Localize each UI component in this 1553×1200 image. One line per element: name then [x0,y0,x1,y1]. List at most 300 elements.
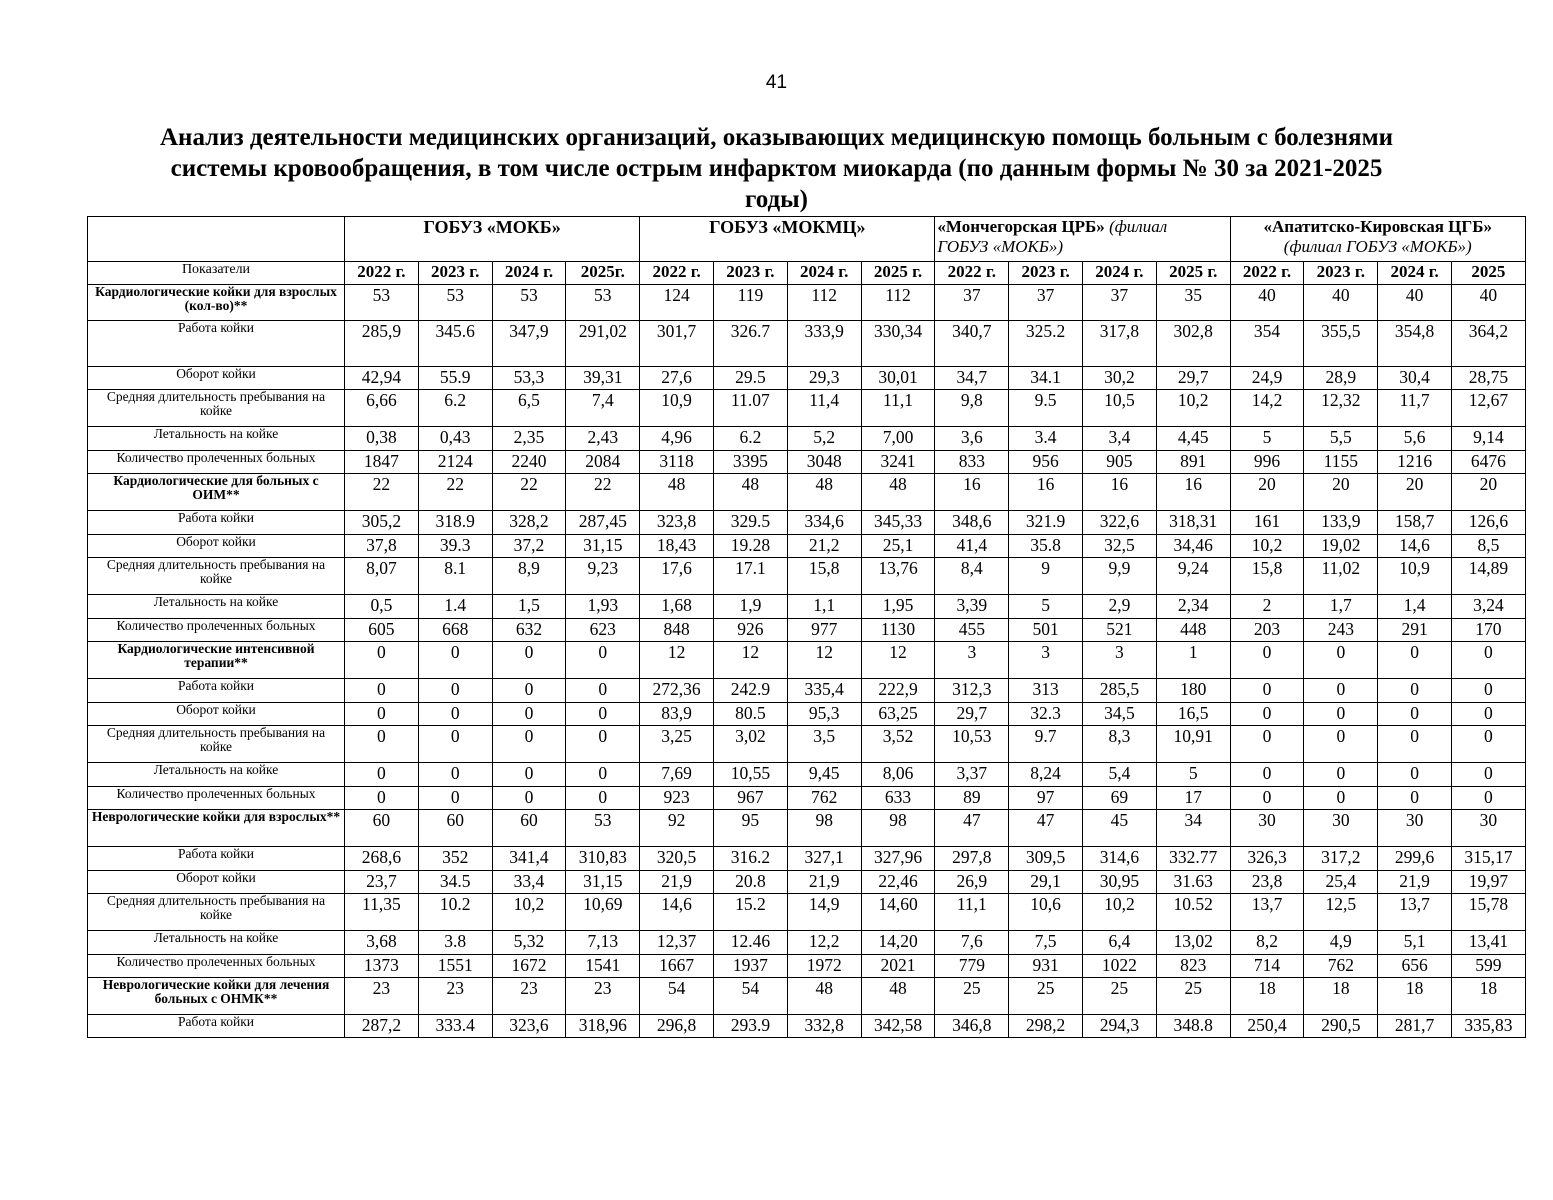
value-cell: 25 [1083,978,1157,1015]
value-cell: 20 [1230,474,1304,511]
value-cell: 314,6 [1083,847,1157,871]
value-cell: 31.63 [1156,871,1230,894]
value-cell: 0 [1230,763,1304,787]
value-cell: 5 [1156,763,1230,787]
value-cell: 3,5 [787,726,861,763]
value-cell: 48 [640,474,714,511]
value-cell: 15,8 [1230,558,1304,595]
value-cell: 848 [640,619,714,642]
value-cell: 1847 [345,451,419,474]
value-cell: 313 [1009,679,1083,703]
indicator-label: Работа койки [88,1015,345,1038]
value-cell: 5,2 [787,427,861,451]
value-cell: 15,78 [1452,894,1526,931]
value-cell: 34.5 [418,871,492,894]
value-cell: 364,2 [1452,321,1526,367]
value-cell: 3,4 [1083,427,1157,451]
indicator-label: Средняя длительность пребывания на койке [88,726,345,763]
value-cell: 12,67 [1452,390,1526,427]
value-cell: 28,75 [1452,367,1526,390]
value-cell: 599 [1452,955,1526,978]
org-header-mokb [345,217,640,262]
value-cell: 19,02 [1304,535,1378,558]
value-cell: 0 [492,763,566,787]
value-cell: 5,6 [1378,427,1452,451]
value-cell: 1972 [787,955,861,978]
table-row [88,321,1526,367]
value-cell: 24,9 [1230,367,1304,390]
value-cell: 3,02 [714,726,788,763]
value-cell: 833 [935,451,1009,474]
value-cell: 0 [1230,703,1304,726]
org-header-monchegorsk [935,217,1230,262]
value-cell: 323,6 [492,1015,566,1038]
value-cell: 9,9 [1083,558,1157,595]
value-cell: 0 [1378,787,1452,810]
value-cell: 20 [1304,474,1378,511]
indicator-label: Неврологические койки для взрослых** [88,810,345,847]
year-header: 2022 г. [640,262,714,285]
value-cell: 40 [1304,285,1378,321]
value-cell: 6,4 [1083,931,1157,955]
value-cell: 35 [1156,285,1230,321]
value-cell: 8,5 [1452,535,1526,558]
value-cell: 287,2 [345,1015,419,1038]
value-cell: 315,17 [1452,847,1526,871]
value-cell: 0 [566,703,640,726]
value-cell: 2084 [566,451,640,474]
value-cell: 0 [1452,787,1526,810]
value-cell: 2 [1230,595,1304,619]
value-cell: 25,1 [861,535,935,558]
value-cell: 16 [935,474,1009,511]
value-cell: 25 [1156,978,1230,1015]
value-cell: 5,32 [492,931,566,955]
year-header: 2025 г. [1156,262,1230,285]
value-cell: 305,2 [345,511,419,535]
value-cell: 290,5 [1304,1015,1378,1038]
value-cell: 0 [492,703,566,726]
value-cell: 327,1 [787,847,861,871]
value-cell: 335,83 [1452,1015,1526,1038]
value-cell: 21,9 [1378,871,1452,894]
value-cell: 7,5 [1009,931,1083,955]
value-cell: 29,7 [935,703,1009,726]
value-cell: 29.5 [714,367,788,390]
value-cell: 222,9 [861,679,935,703]
value-cell: 112 [861,285,935,321]
value-cell: 334,6 [787,511,861,535]
value-cell: 13,7 [1378,894,1452,931]
value-cell: 340,7 [935,321,1009,367]
table-row [88,642,1526,679]
table-row [88,703,1526,726]
value-cell: 333.4 [418,1015,492,1038]
value-cell: 22,46 [861,871,935,894]
value-cell: 347,9 [492,321,566,367]
value-cell: 2,34 [1156,595,1230,619]
value-cell: 342,58 [861,1015,935,1038]
value-cell: 1,9 [714,595,788,619]
value-cell: 55.9 [418,367,492,390]
org-sub: ГОБУЗ «МОКБ») [937,237,1064,256]
value-cell: 242.9 [714,679,788,703]
value-cell: 20 [1452,474,1526,511]
document-title [90,122,1463,215]
value-cell: 1,68 [640,595,714,619]
table-row [88,763,1526,787]
value-cell: 53 [492,285,566,321]
value-cell: 243 [1304,619,1378,642]
value-cell: 48 [861,978,935,1015]
year-header: 2022 г. [345,262,419,285]
value-cell: 322,6 [1083,511,1157,535]
table-row [88,595,1526,619]
value-cell: 0 [1304,763,1378,787]
value-cell: 7,6 [935,931,1009,955]
org-name: ГОБУЗ «МОКМЦ» [709,217,866,237]
value-cell: 60 [345,810,419,847]
value-cell: 23,8 [1230,871,1304,894]
value-cell: 317,8 [1083,321,1157,367]
value-cell: 39,31 [566,367,640,390]
value-cell: 48 [787,474,861,511]
table-row [88,871,1526,894]
value-cell: 25 [935,978,1009,1015]
table-row [88,619,1526,642]
value-cell: 4,9 [1304,931,1378,955]
value-cell: 30,2 [1083,367,1157,390]
value-cell: 19.28 [714,535,788,558]
value-cell: 34 [1156,810,1230,847]
value-cell: 10,2 [1083,894,1157,931]
value-cell: 2240 [492,451,566,474]
value-cell: 1373 [345,955,419,978]
value-cell: 14,6 [640,894,714,931]
value-cell: 1541 [566,955,640,978]
org-sub: (филиал [1104,217,1168,236]
table-row [88,511,1526,535]
value-cell: 0 [418,763,492,787]
value-cell: 0 [492,787,566,810]
value-cell: 8.1 [418,558,492,595]
value-cell: 180 [1156,679,1230,703]
org-header-row [88,217,1526,262]
value-cell: 1,95 [861,595,935,619]
value-cell: 22 [566,474,640,511]
value-cell: 8,3 [1083,726,1157,763]
year-header: 2023 г. [1304,262,1378,285]
value-cell: 3,37 [935,763,1009,787]
value-cell: 1155 [1304,451,1378,474]
value-cell: 316.2 [714,847,788,871]
value-cell: 30 [1304,810,1378,847]
value-cell: 291,02 [566,321,640,367]
value-cell: 4,96 [640,427,714,451]
indicator-label: Неврологические койки для лечения больных с ОНМК** [88,978,345,1015]
value-cell: 9.7 [1009,726,1083,763]
value-cell: 30 [1452,810,1526,847]
value-cell: 16,5 [1156,703,1230,726]
value-cell: 1551 [418,955,492,978]
indicator-label: Оборот койки [88,367,345,390]
value-cell: 30 [1230,810,1304,847]
value-cell: 1216 [1378,451,1452,474]
value-cell: 95 [714,810,788,847]
value-cell: 5,4 [1083,763,1157,787]
value-cell: 27,6 [640,367,714,390]
value-cell: 21,2 [787,535,861,558]
value-cell: 0 [566,787,640,810]
title-line: Анализ деятельности медицинских организаций, оказывающих медицинскую помощь больным с болезнями [160,124,1393,151]
value-cell: 12 [714,642,788,679]
value-cell: 10,91 [1156,726,1230,763]
value-cell: 12 [640,642,714,679]
table-row [88,451,1526,474]
title-line: годы) [744,186,808,213]
indicator-label: Кардиологические для больных с ОИМ** [88,474,345,511]
value-cell: 633 [861,787,935,810]
value-cell: 3.8 [418,931,492,955]
value-cell: 34,5 [1083,703,1157,726]
value-cell: 3,24 [1452,595,1526,619]
value-cell: 0 [1452,703,1526,726]
value-cell: 501 [1009,619,1083,642]
table-row [88,474,1526,511]
value-cell: 326.7 [714,321,788,367]
value-cell: 15.2 [714,894,788,931]
value-cell: 1672 [492,955,566,978]
table-row [88,978,1526,1015]
table-row [88,427,1526,451]
value-cell: 29,3 [787,367,861,390]
value-cell: 47 [935,810,1009,847]
value-cell: 329.5 [714,511,788,535]
value-cell: 323,8 [640,511,714,535]
value-cell: 16 [1083,474,1157,511]
value-cell: 268,6 [345,847,419,871]
value-cell: 20 [1378,474,1452,511]
value-cell: 29,7 [1156,367,1230,390]
value-cell: 0 [1452,726,1526,763]
value-cell: 926 [714,619,788,642]
value-cell: 0 [1378,726,1452,763]
value-cell: 6,66 [345,390,419,427]
value-cell: 34.1 [1009,367,1083,390]
value-cell: 112 [787,285,861,321]
value-cell: 45 [1083,810,1157,847]
value-cell: 5,5 [1304,427,1378,451]
value-cell: 33,4 [492,871,566,894]
table-row [88,367,1526,390]
value-cell: 2,35 [492,427,566,451]
value-cell: 310,83 [566,847,640,871]
table-row [88,726,1526,763]
value-cell: 0 [1304,703,1378,726]
value-cell: 14,89 [1452,558,1526,595]
value-cell: 8,9 [492,558,566,595]
title-line: системы кровообращения, в том числе острым инфарктом миокарда (по данным формы № 30 за 2021-2025 [170,155,1383,182]
value-cell: 89 [935,787,1009,810]
value-cell: 281,7 [1378,1015,1452,1038]
indicator-label: Летальность на койке [88,763,345,787]
value-cell: 8,24 [1009,763,1083,787]
value-cell: 11,1 [861,390,935,427]
value-cell: 3 [1083,642,1157,679]
table-body [88,285,1526,1038]
value-cell: 0 [1452,763,1526,787]
value-cell: 10,6 [1009,894,1083,931]
value-cell: 11.07 [714,390,788,427]
year-header: 2024 г. [1083,262,1157,285]
value-cell: 0 [1230,787,1304,810]
value-cell: 10,69 [566,894,640,931]
value-cell: 10,9 [640,390,714,427]
value-cell: 605 [345,619,419,642]
value-cell: 333,9 [787,321,861,367]
value-cell: 95,3 [787,703,861,726]
value-cell: 126,6 [1452,511,1526,535]
value-cell: 0 [1378,763,1452,787]
org-name: «Апатитско-Кировская ЦГБ» [1263,217,1492,236]
value-cell: 60 [418,810,492,847]
indicator-label: Средняя длительность пребывания на койке [88,894,345,931]
year-header-row [88,262,1526,285]
value-cell: 30,4 [1378,367,1452,390]
value-cell: 7,69 [640,763,714,787]
value-cell: 39.3 [418,535,492,558]
indicator-label: Количество пролеченных больных [88,955,345,978]
value-cell: 455 [935,619,1009,642]
value-cell: 3,6 [935,427,1009,451]
value-cell: 0 [1452,642,1526,679]
value-cell: 0 [418,703,492,726]
table-row [88,390,1526,427]
value-cell: 0 [345,726,419,763]
value-cell: 26,9 [935,871,1009,894]
value-cell: 54 [640,978,714,1015]
value-cell: 53 [566,285,640,321]
value-cell: 8,06 [861,763,935,787]
value-cell: 97 [1009,787,1083,810]
value-cell: 19,97 [1452,871,1526,894]
value-cell: 3118 [640,451,714,474]
value-cell: 891 [1156,451,1230,474]
value-cell: 12,37 [640,931,714,955]
value-cell: 11,02 [1304,558,1378,595]
value-cell: 10,2 [1230,535,1304,558]
value-cell: 0 [1304,787,1378,810]
value-cell: 0 [418,726,492,763]
value-cell: 297,8 [935,847,1009,871]
value-cell: 352 [418,847,492,871]
value-cell: 22 [418,474,492,511]
indicator-label: Оборот койки [88,535,345,558]
value-cell: 0 [1304,726,1378,763]
value-cell: 348.8 [1156,1015,1230,1038]
indicator-label: Средняя длительность пребывания на койке [88,390,345,427]
value-cell: 92 [640,810,714,847]
value-cell: 11,4 [787,390,861,427]
value-cell: 12,2 [787,931,861,955]
value-cell: 53 [345,285,419,321]
value-cell: 31,15 [566,535,640,558]
value-cell: 325.2 [1009,321,1083,367]
value-cell: 203 [1230,619,1304,642]
value-cell: 14,9 [787,894,861,931]
value-cell: 8,2 [1230,931,1304,955]
value-cell: 291 [1378,619,1452,642]
value-cell: 30,01 [861,367,935,390]
value-cell: 18,43 [640,535,714,558]
value-cell: 37,8 [345,535,419,558]
value-cell: 30 [1378,810,1452,847]
value-cell: 22 [492,474,566,511]
value-cell: 3,39 [935,595,1009,619]
value-cell: 47 [1009,810,1083,847]
value-cell: 632 [492,619,566,642]
value-cell: 0 [1378,703,1452,726]
value-cell: 285,5 [1083,679,1157,703]
value-cell: 354 [1230,321,1304,367]
value-cell: 923 [640,787,714,810]
value-cell: 29,1 [1009,871,1083,894]
indicator-label: Количество пролеченных больных [88,451,345,474]
year-header: 2025г. [566,262,640,285]
value-cell: 2,9 [1083,595,1157,619]
value-cell: 133,9 [1304,511,1378,535]
value-cell: 714 [1230,955,1304,978]
value-cell: 326,3 [1230,847,1304,871]
value-cell: 14,20 [861,931,935,955]
value-cell: 54 [714,978,788,1015]
year-header: 2023 г. [714,262,788,285]
indicator-label: Кардиологические интенсивной терапии** [88,642,345,679]
value-cell: 23 [345,978,419,1015]
year-header: 2025 [1452,262,1526,285]
value-cell: 5 [1230,427,1304,451]
value-cell: 1 [1156,642,1230,679]
value-cell: 21,9 [787,871,861,894]
value-cell: 40 [1378,285,1452,321]
indicator-label: Оборот койки [88,871,345,894]
value-cell: 302,8 [1156,321,1230,367]
value-cell: 12 [787,642,861,679]
value-cell: 0 [1230,642,1304,679]
value-cell: 18 [1304,978,1378,1015]
value-cell: 6.2 [418,390,492,427]
value-cell: 2021 [861,955,935,978]
value-cell: 17,6 [640,558,714,595]
value-cell: 14,60 [861,894,935,931]
value-cell: 63,25 [861,703,935,726]
value-cell: 0 [1378,679,1452,703]
value-cell: 12.46 [714,931,788,955]
value-cell: 28,9 [1304,367,1378,390]
table-row [88,894,1526,931]
value-cell: 9,24 [1156,558,1230,595]
value-cell: 98 [787,810,861,847]
indicator-label: Летальность на койке [88,595,345,619]
indicator-header-blank [88,217,345,262]
value-cell: 318,96 [566,1015,640,1038]
value-cell: 3 [935,642,1009,679]
value-cell: 23 [492,978,566,1015]
value-cell: 341,4 [492,847,566,871]
value-cell: 320,5 [640,847,714,871]
value-cell: 348,6 [935,511,1009,535]
value-cell: 23,7 [345,871,419,894]
